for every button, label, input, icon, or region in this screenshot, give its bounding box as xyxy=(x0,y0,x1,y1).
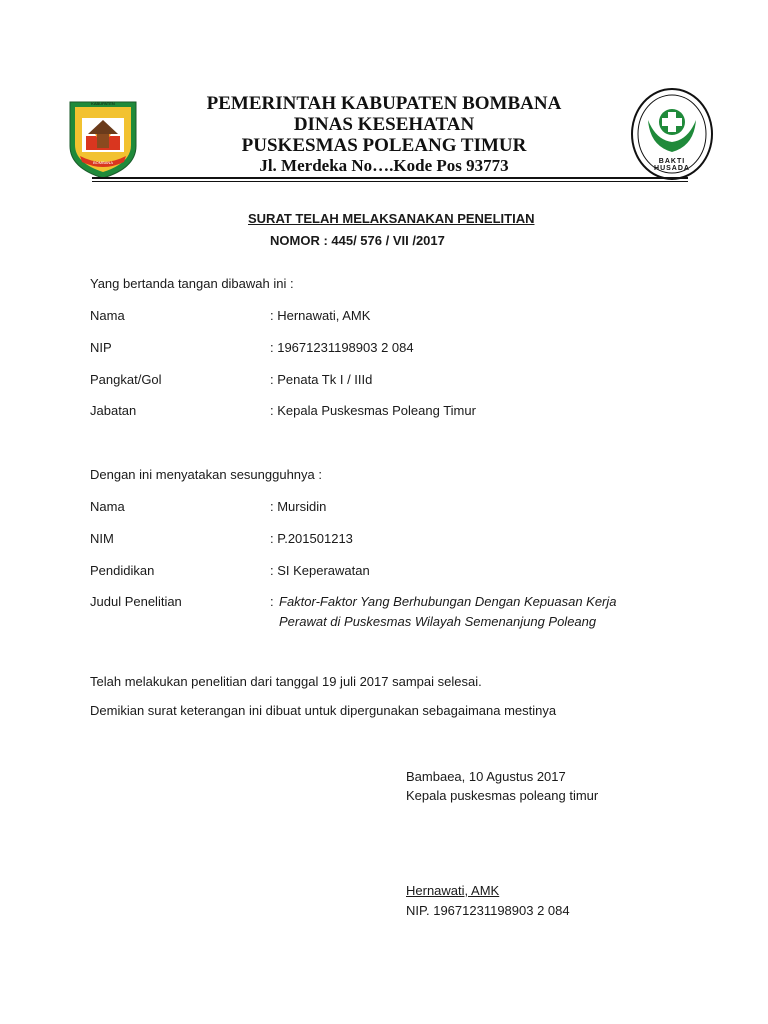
signer-name-label: Nama xyxy=(90,308,125,323)
research-title-label: Judul Penelitian xyxy=(90,594,182,609)
subject-name-label: Nama xyxy=(90,499,125,514)
signature-nip: NIP. 19671231198903 2 084 xyxy=(406,903,570,918)
header-institution: PUSKESMAS POLEANG TIMUR xyxy=(241,135,527,156)
signature-position: Kepala puskesmas poleang timur xyxy=(406,788,599,803)
signature-name: Hernawati, AMK xyxy=(406,883,500,898)
subject-nim-value: : P.201501213 xyxy=(270,531,353,546)
signer-rank-label: Pangkat/Gol xyxy=(90,372,162,387)
subject-nim-label: NIM xyxy=(90,531,114,546)
subject-name-value: : Mursidin xyxy=(270,499,327,514)
signer-nip-value: : 19671231198903 2 084 xyxy=(270,340,414,355)
subject-education-value: : SI Keperawatan xyxy=(270,563,370,578)
signer-rank-value: : Penata Tk I / IIId xyxy=(270,372,373,387)
subject-education-label: Pendidikan xyxy=(90,563,155,578)
header-divider-thin xyxy=(92,181,688,182)
signer-position-value: : Kepala Puskesmas Poleang Timur xyxy=(270,403,476,418)
research-title-colon: : xyxy=(270,594,274,609)
header-divider xyxy=(92,177,688,179)
signer-intro: Yang bertanda tangan dibawah ini : xyxy=(90,276,294,291)
right-logo-text: BAKTI HUSADA xyxy=(654,158,690,172)
closing-paragraph: Demikian surat keterangan ini dibuat untuk dipergunakan sebagaimana mestinya xyxy=(90,703,557,718)
header-department: DINAS KESEHATAN xyxy=(293,114,475,135)
letter-title: SURAT TELAH MELAKSANAKAN PENELITIAN xyxy=(248,211,535,226)
signature-place-date: Bambaea, 10 Agustus 2017 xyxy=(406,769,566,784)
subject-intro: Dengan ini menyatakan sesungguhnya : xyxy=(90,467,322,482)
left-logo-top-text: KABUPATEN xyxy=(91,101,115,106)
signer-position-label: Jabatan xyxy=(90,403,137,418)
header-address: Jl. Merdeka No….Kode Pos 93773 xyxy=(259,156,509,175)
left-logo-bottom-text: BOMBANA xyxy=(92,160,113,165)
research-title-line2: Perawat di Puskesmas Wilayah Semenanjung Poleang xyxy=(279,614,597,629)
signer-nip-label: NIP xyxy=(90,340,112,355)
signer-name-value: : Hernawati, AMK xyxy=(270,308,371,323)
statement-paragraph: Telah melakukan penelitian dari tanggal 19 juli 2017 sampai selesai. xyxy=(90,674,482,689)
letter-number: NOMOR : 445/ 576 / VII /2017 xyxy=(270,233,445,248)
header-government: PEMERINTAH KABUPATEN BOMBANA xyxy=(206,93,562,114)
research-title-line1: Faktor-Faktor Yang Berhubungan Dengan Kepuasan Kerja xyxy=(279,594,617,609)
